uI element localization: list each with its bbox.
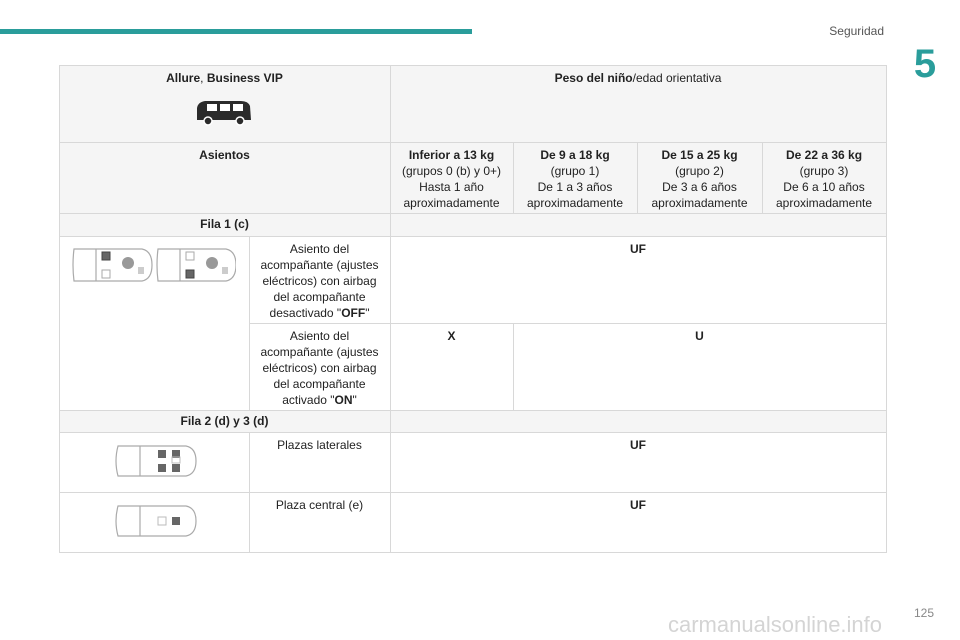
seats-label: Asientos [199, 148, 250, 162]
lateral-label: Plazas laterales [277, 438, 362, 452]
group-1-cell: De 9 a 18 kg (grupo 1) De 1 a 3 años aproximadamente [526, 148, 624, 210]
model-header: Allure, Business VIP [166, 71, 283, 85]
central-value: UF [630, 498, 646, 512]
row1-title: Fila 1 (c) [200, 217, 249, 231]
row1-off-label: Asiento del acompañante (ajustes eléctricos) con airbag del acompañante desactivado "OFF" [260, 242, 379, 320]
chapter-number: 5 [913, 42, 937, 86]
group-0-cell: Inferior a 13 kg (grupos 0 (b) y 0+) Hasta 1 año aproximadamente [401, 148, 502, 210]
front-seats-icon [70, 243, 236, 287]
watermark: carmanualsonline.info [668, 612, 883, 637]
row1-on-label: Asiento del acompañante (ajustes eléctricos) con airbag del acompañante activado "ON" [260, 329, 379, 407]
header-accent-bar [0, 29, 472, 34]
group-3-cell: De 22 a 36 kg (grupo 3) De 6 a 10 años aproximadamente [775, 148, 873, 210]
central-label: Plaza central (e) [275, 498, 364, 512]
section-title: Seguridad [829, 24, 884, 38]
central-seat-icon [112, 500, 198, 542]
van-icon [193, 96, 255, 126]
row2-title: Fila 2 (d) y 3 (d) [180, 414, 269, 428]
page-number: 125 [913, 606, 934, 620]
lateral-value: UF [630, 438, 646, 452]
group-2-cell: De 15 a 25 kg (grupo 2) De 3 a 6 años aproximadamente [651, 148, 748, 210]
lateral-seats-icon [112, 440, 198, 482]
row1-on-value-x: X [447, 329, 456, 343]
row1-on-value-u: U [695, 329, 704, 343]
row1-off-value: UF [630, 242, 646, 256]
weight-header: Peso del niño/edad orientativa [554, 71, 722, 85]
